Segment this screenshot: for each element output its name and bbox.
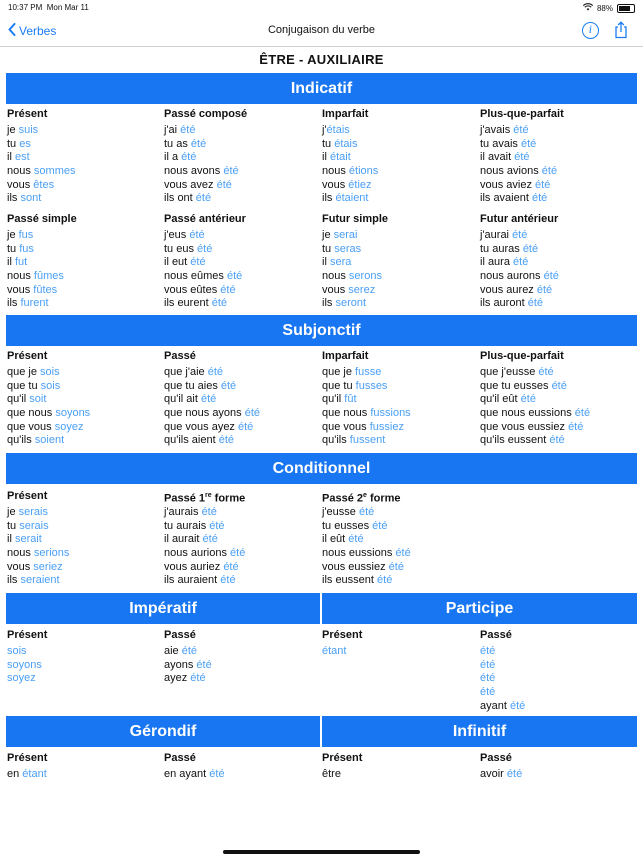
conjugation-line: vous étiez [322, 178, 372, 191]
col-conditionnel-passe2 [322, 489, 478, 588]
conjugation-line: être [322, 768, 341, 780]
conjugation-line: avoir été [480, 768, 523, 780]
col-indicatif-passe-anterieur [164, 212, 320, 311]
conjugation-line: que nous fussions [322, 407, 411, 420]
conjugation-line: soyez [7, 672, 36, 685]
conjugation-line: tu as été [164, 137, 207, 150]
conjugation-line: que nous eussions été [480, 407, 591, 420]
conjugation-line: j'eusse été [322, 506, 375, 518]
home-indicator [223, 850, 420, 854]
conjugation-line: vous eussiez été [322, 560, 404, 573]
conjugation-line: vous serez [322, 283, 376, 296]
conjugation-line: je suis [7, 124, 39, 136]
conjugation-line: tu avais été [480, 137, 537, 150]
conjugation-line: été [480, 645, 496, 657]
col-indicatif-futur-simple [322, 212, 478, 311]
conjugation-line: été [480, 686, 496, 699]
conjugation-line: ayons été [164, 658, 212, 671]
col-infinitif-passe [480, 751, 636, 782]
status-bar [0, 0, 643, 14]
conjugation-line: vous auriez été [164, 560, 239, 573]
conjugation-line: été [480, 672, 496, 685]
navigation-bar [0, 18, 643, 46]
status-right [583, 3, 635, 13]
conjugation-line: que j'eusse été [480, 366, 554, 378]
tense-header: Présent [322, 629, 363, 641]
col-indicatif-futur-anterieur [480, 212, 636, 311]
verb-title: ÊTRE - AUXILIAIRE [259, 52, 384, 67]
conjugation-line: vous eûtes été [164, 283, 236, 296]
tense-header: Passé [164, 752, 196, 764]
conjugation-line: j'aurais été [164, 506, 217, 518]
conjugation-line: nous eûmes été [164, 270, 243, 283]
conjugation-line: il serait [7, 533, 42, 546]
conjugation-line: ils eussent été [322, 574, 393, 587]
conjugation-line: nous fûmes [7, 270, 64, 283]
col-participe-passe [480, 628, 636, 713]
nav-divider [0, 46, 643, 47]
tense-header: Plus-que-parfait [480, 108, 564, 120]
tense-header: Passé 1re forme [164, 492, 246, 505]
section-header-conditionnel: Conditionnel [6, 453, 637, 484]
section-header-infinitif: Infinitif [322, 716, 637, 747]
conjugation-line: ils seraient [7, 574, 60, 587]
conjugation-line: il fut [7, 256, 28, 269]
tense-header: Futur simple [322, 213, 389, 225]
conjugation-line: nous étions [322, 165, 379, 178]
tense-header: Passé composé [164, 108, 248, 120]
conjugation-line: qu'ils soient [7, 434, 65, 447]
tense-header: Futur antérieur [480, 213, 559, 225]
conjugation-line: vous aurez été [480, 283, 553, 296]
conjugation-line: en ayant été [164, 768, 225, 780]
section-header-gerondif: Gérondif [6, 716, 320, 747]
conjugation-line: nous aurions été [164, 547, 246, 560]
col-subjonctif-plus-que-parfait [480, 349, 636, 448]
conjugation-line: tu eus été [164, 242, 213, 255]
col-conditionnel-passe1 [164, 489, 320, 588]
conjugation-line: il eut été [164, 256, 206, 269]
conjugation-line: que tu sois [7, 379, 61, 392]
tense-header: Passé 2e forme [322, 492, 401, 505]
conjugation-line: tu étais [322, 137, 358, 150]
section-header-imperatif: Impératif [6, 593, 320, 624]
conjugation-line: que tu aies été [164, 379, 237, 392]
conjugation-line: il avait été [480, 151, 530, 164]
conjugation-line: ils ont été [164, 192, 212, 205]
conjugation-line: qu'il eût été [480, 393, 536, 406]
col-indicatif-passe-compose [164, 107, 320, 206]
section-header-indicatif: Indicatif [6, 73, 637, 104]
conjugation-line: vous êtes [7, 178, 55, 191]
conjugation-line: ils étaient [322, 192, 369, 205]
conjugation-line: que nous soyons [7, 407, 91, 420]
conjugation-line: qu'ils aient été [164, 434, 234, 447]
conjugation-line: je serai [322, 229, 358, 241]
conjugation-line: il était [322, 151, 351, 164]
conjugation-line: soyons [7, 658, 42, 671]
conjugation-line: je fus [7, 229, 34, 241]
conjugation-line: ils seront [322, 297, 367, 310]
tense-header: Passé antérieur [164, 213, 246, 225]
conjugation-line: qu'ils eussent été [480, 434, 565, 447]
conjugation-line: j'aurai été [480, 229, 528, 241]
conjugation-line: nous serons [322, 270, 382, 283]
conjugation-line: tu serais [7, 519, 49, 532]
conjugation-line: étant [322, 645, 347, 657]
col-subjonctif-imparfait [322, 349, 478, 448]
conjugation-line: qu'il fût [322, 393, 357, 406]
conjugation-line: que vous fussiez [322, 420, 404, 433]
conjugation-line: il est [7, 151, 30, 164]
conjugation-line: ils furent [7, 297, 49, 310]
back-label: Verbes [19, 24, 57, 38]
conjugation-line: vous aviez été [480, 178, 551, 191]
conjugation-line: aie été [164, 645, 198, 657]
col-infinitif-present [322, 751, 478, 782]
conjugation-line: vous seriez [7, 560, 63, 573]
conjugation-line: nous avions été [480, 165, 558, 178]
conjugation-line: qu'il ait été [164, 393, 217, 406]
conjugation-line: ils eurent été [164, 297, 227, 310]
conjugation-line: ils sont [7, 192, 42, 205]
nav-title: Conjugaison du verbe [267, 24, 376, 36]
wifi-icon [583, 3, 593, 13]
tense-header: Présent [322, 752, 363, 764]
conjugation-line: vous avez été [164, 178, 232, 191]
conjugation-line: ils avaient été [480, 192, 548, 205]
conjugation-line: que tu fusses [322, 379, 388, 392]
conjugation-line: j'eus été [164, 229, 205, 241]
conjugation-line: que nous ayons été [164, 407, 261, 420]
col-subjonctif-present [7, 349, 163, 448]
col-indicatif-imparfait [322, 107, 478, 206]
col-gerondif-passe [164, 751, 320, 782]
conjugation-line: nous eussions été [322, 547, 411, 560]
status-time: 10:37 PM Mon Mar 11 [8, 3, 89, 12]
conjugation-line: ayez été [164, 672, 206, 685]
conjugation-line: je serais [7, 506, 48, 518]
tense-header: Passé [164, 629, 196, 641]
conjugation-line: nous avons été [164, 165, 239, 178]
conjugation-line: que vous soyez [7, 420, 84, 433]
col-indicatif-passe-simple [7, 212, 163, 311]
section-header-subjonctif: Subjonctif [6, 315, 637, 346]
conjugation-line: il eût été [322, 533, 364, 546]
col-subjonctif-passe [164, 349, 320, 448]
conjugation-line: que je fusse [322, 366, 382, 378]
tense-header: Présent [7, 108, 48, 120]
conjugation-line: que vous ayez été [164, 420, 254, 433]
conjugation-line: il a été [164, 151, 197, 164]
conjugation-line: nous serions [7, 547, 70, 560]
tense-header: Passé [164, 350, 196, 362]
tense-header: Présent [7, 752, 48, 764]
conjugation-line: en étant [7, 768, 47, 780]
col-imperatif-passe [164, 628, 320, 686]
tense-header: Plus-que-parfait [480, 350, 564, 362]
info-icon[interactable]: i [582, 22, 599, 39]
conjugation-line: qu'ils fussent [322, 434, 386, 447]
tense-header: Présent [7, 629, 48, 641]
col-indicatif-plus-que-parfait [480, 107, 636, 206]
conjugation-line: que j'aie été [164, 366, 223, 378]
conjugation-line: qu'il soit [7, 393, 47, 406]
conjugation-line: tu aurais été [164, 519, 225, 532]
battery-icon [617, 4, 635, 13]
conjugation-line: vous fûtes [7, 283, 58, 296]
col-imperatif-present [7, 628, 163, 686]
conjugation-line: il aura été [480, 256, 529, 269]
conjugation-line: nous aurons été [480, 270, 559, 283]
conjugation-line: j'étais [322, 124, 350, 136]
col-conditionnel-present [7, 489, 163, 588]
conjugation-line: j'avais été [480, 124, 529, 136]
conjugation-line: ayant été [480, 699, 526, 712]
conjugation-line: ils auront été [480, 297, 543, 310]
tense-header: Imparfait [322, 350, 369, 362]
conjugation-line: il sera [322, 256, 352, 269]
conjugation-line: que vous eussiez été [480, 420, 584, 433]
conjugation-line: ils auraient été [164, 574, 236, 587]
conjugation-line: nous sommes [7, 165, 76, 178]
conjugation-line: tu eusses été [322, 519, 388, 532]
conjugation-line: j'ai été [164, 124, 196, 136]
conjugation-line: que tu eusses été [480, 379, 567, 392]
conjugation-line: il aurait été [164, 533, 218, 546]
tense-header: Présent [7, 350, 48, 362]
tense-header: Imparfait [322, 108, 369, 120]
conjugation-line: tu seras [322, 242, 362, 255]
conjugation-line: tu auras été [480, 242, 539, 255]
conjugation-line: que je sois [7, 366, 60, 378]
tense-header: Passé [480, 629, 512, 641]
col-indicatif-present [7, 107, 163, 206]
col-participe-present [322, 628, 478, 659]
share-icon[interactable] [614, 21, 628, 39]
col-gerondif-present [7, 751, 163, 782]
tense-header: Passé [480, 752, 512, 764]
section-header-participe: Participe [322, 593, 637, 624]
conjugation-line: tu fus [7, 242, 34, 255]
tense-header: Passé simple [7, 213, 77, 225]
conjugation-line: été [480, 658, 496, 671]
tense-header: Présent [7, 490, 48, 502]
conjugation-line: sois [7, 645, 27, 657]
battery-percent: 88% [596, 3, 613, 13]
conjugation-line: tu es [7, 137, 31, 150]
